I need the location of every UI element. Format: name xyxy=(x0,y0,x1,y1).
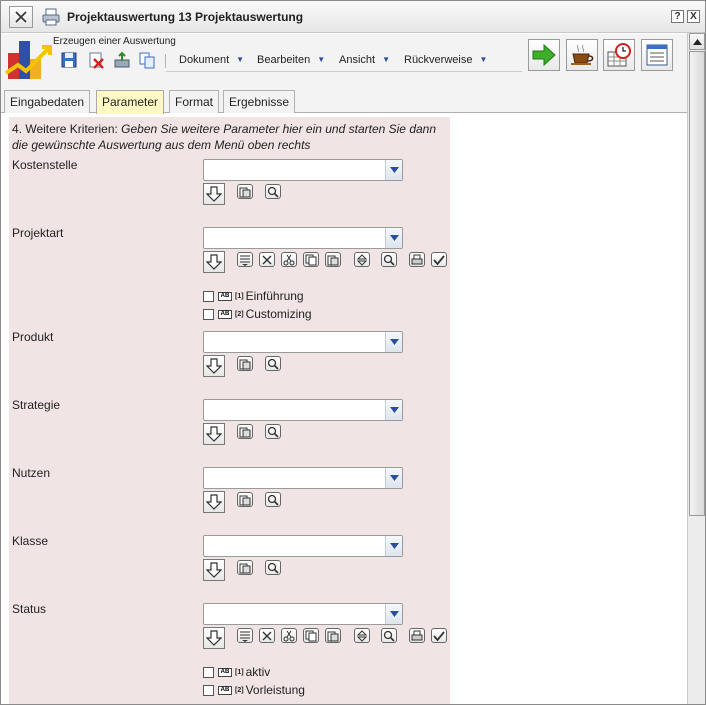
intro-line-2: die gewünschte Auswertung aus dem Menü oben rechts xyxy=(12,138,311,152)
sort-icon[interactable] xyxy=(354,628,370,643)
chevron-down-icon xyxy=(390,611,399,617)
chevron-down-icon xyxy=(390,167,399,173)
check-icon[interactable] xyxy=(431,252,447,267)
window-title: Projektauswertung 13 Projektauswertung xyxy=(67,10,304,24)
search-icon[interactable] xyxy=(265,356,281,371)
field-combobox[interactable] xyxy=(203,227,403,249)
printer-icon xyxy=(41,7,61,27)
option-checkbox[interactable] xyxy=(203,667,214,678)
option-row xyxy=(203,289,304,303)
cut-icon[interactable] xyxy=(281,628,297,643)
close-icon xyxy=(14,10,28,24)
dropdown-button[interactable] xyxy=(385,468,402,488)
cut-icon[interactable] xyxy=(281,252,297,267)
menu-rueckverweise[interactable]: Rückverweise ▼ xyxy=(404,54,488,66)
search-icon[interactable] xyxy=(265,492,281,507)
delete-document-icon[interactable] xyxy=(87,51,105,69)
arrow-down-icon xyxy=(206,562,222,578)
option-checkbox[interactable] xyxy=(203,309,214,320)
option-number: [2] xyxy=(235,686,244,694)
toolbar-label: Erzeugen einer Auswertung xyxy=(53,36,176,47)
check-icon[interactable] xyxy=(431,628,447,643)
tab-parameter[interactable]: Parameter xyxy=(96,90,164,114)
option-number: [2] xyxy=(235,310,244,318)
go-arrow-icon xyxy=(531,43,557,67)
menu-dokument[interactable]: Dokument ▼ xyxy=(179,54,245,66)
search-icon[interactable] xyxy=(265,560,281,575)
option-number: [1] xyxy=(235,668,244,676)
vertical-scrollbar[interactable] xyxy=(687,33,705,705)
paste-icon[interactable] xyxy=(237,356,253,371)
text-type-icon: AB xyxy=(218,292,232,301)
scroll-thumb[interactable] xyxy=(689,51,705,516)
paste-icon[interactable] xyxy=(325,628,341,643)
clear-icon[interactable] xyxy=(259,252,275,267)
chevron-down-icon xyxy=(390,475,399,481)
content-area xyxy=(1,114,687,705)
option-checkbox[interactable] xyxy=(203,291,214,302)
transfer-down-button[interactable] xyxy=(203,251,225,273)
help-button[interactable]: ? xyxy=(671,10,684,23)
paste-icon[interactable] xyxy=(237,424,253,439)
chevron-down-icon xyxy=(390,407,399,413)
copy-icon[interactable] xyxy=(303,252,319,267)
value-list-icon[interactable] xyxy=(237,252,253,267)
dropdown-button[interactable] xyxy=(385,160,402,180)
field-combobox[interactable] xyxy=(203,535,403,557)
clear-icon[interactable] xyxy=(259,628,275,643)
field-combobox[interactable] xyxy=(203,467,403,489)
option-label: Customizing xyxy=(245,307,312,321)
field-label: Status xyxy=(12,602,47,616)
intro-prefix: 4. Weitere Kriterien: xyxy=(12,122,122,136)
schedule-button[interactable] xyxy=(603,39,635,71)
clock-calendar-icon xyxy=(606,42,632,68)
text-type-icon: AB xyxy=(218,686,232,695)
field-label: Kostenstelle xyxy=(12,158,78,172)
field-label: Nutzen xyxy=(12,466,51,480)
paste-icon[interactable] xyxy=(325,252,341,267)
tab-bar xyxy=(1,86,687,113)
dropdown-button[interactable] xyxy=(385,604,402,624)
toolbar-separator xyxy=(165,54,166,68)
scroll-up-button[interactable] xyxy=(689,33,705,50)
chevron-down-icon xyxy=(390,543,399,549)
field-combobox[interactable] xyxy=(203,159,403,181)
sort-icon[interactable] xyxy=(354,252,370,267)
report-list-icon xyxy=(644,43,670,67)
transfer-down-button[interactable] xyxy=(203,355,225,377)
option-checkbox[interactable] xyxy=(203,685,214,696)
field-label: Produkt xyxy=(12,330,54,344)
transfer-down-button[interactable] xyxy=(203,559,225,581)
field-label: Projektart xyxy=(12,226,64,240)
coffee-cup-icon xyxy=(569,43,595,67)
menu-ansicht[interactable]: Ansicht ▼ xyxy=(339,54,390,66)
save-icon[interactable] xyxy=(60,51,78,69)
tab-eingabedaten[interactable]: Eingabedaten xyxy=(4,90,90,113)
print-icon[interactable] xyxy=(409,628,425,643)
transfer-down-button[interactable] xyxy=(203,627,225,649)
background-job-button[interactable] xyxy=(566,39,598,71)
print-icon[interactable] xyxy=(409,252,425,267)
menu-bearbeiten[interactable]: Bearbeiten ▼ xyxy=(257,54,326,66)
parameter-panel xyxy=(9,117,450,705)
field-combobox[interactable] xyxy=(203,399,403,421)
option-number: [1] xyxy=(235,292,244,300)
dropdown-button[interactable] xyxy=(385,400,402,420)
dropdown-button[interactable] xyxy=(385,332,402,352)
toolbar-divider xyxy=(166,71,522,72)
arrow-up-icon xyxy=(693,39,702,45)
arrow-down-icon xyxy=(206,358,222,374)
dropdown-button[interactable] xyxy=(385,536,402,556)
report-list-button[interactable] xyxy=(641,39,673,71)
transfer-down-button[interactable] xyxy=(203,423,225,445)
print-button[interactable] xyxy=(39,6,63,28)
intro-line-1: Geben Sie weitere Parameter hier ein und starten Sie dann xyxy=(121,122,437,136)
value-list-icon[interactable] xyxy=(237,628,253,643)
option-label: Einführung xyxy=(245,289,304,303)
paste-icon[interactable] xyxy=(237,184,253,199)
option-row xyxy=(203,307,312,321)
option-row xyxy=(203,665,270,679)
close-button[interactable]: X xyxy=(687,10,700,23)
chevron-down-icon xyxy=(390,235,399,241)
arrow-down-icon xyxy=(206,426,222,442)
chevron-down-icon xyxy=(390,339,399,345)
search-icon[interactable] xyxy=(381,628,397,643)
option-row xyxy=(203,683,305,697)
arrow-down-icon xyxy=(206,630,222,646)
transfer-down-button[interactable] xyxy=(203,183,225,205)
field-label: Klasse xyxy=(12,534,49,548)
execute-report-button[interactable] xyxy=(528,39,560,71)
search-icon[interactable] xyxy=(265,184,281,199)
field-label: Strategie xyxy=(12,398,61,412)
arrow-down-icon xyxy=(206,494,222,510)
search-icon[interactable] xyxy=(265,424,281,439)
dropdown-button[interactable] xyxy=(385,228,402,248)
copy-icon[interactable] xyxy=(303,628,319,643)
transfer-down-button[interactable] xyxy=(203,491,225,513)
option-label: aktiv xyxy=(245,665,271,679)
paste-icon[interactable] xyxy=(237,560,253,575)
intro-text xyxy=(12,121,450,153)
text-type-icon: AB xyxy=(218,310,232,319)
title-bar xyxy=(1,1,705,33)
close-window-button[interactable] xyxy=(9,6,33,28)
field-combobox[interactable] xyxy=(203,331,403,353)
toolbar xyxy=(1,34,705,86)
copy-icon[interactable] xyxy=(138,51,156,69)
field-combobox[interactable] xyxy=(203,603,403,625)
arrow-down-icon xyxy=(206,186,222,202)
option-label: Vorleistung xyxy=(245,683,305,697)
export-icon[interactable] xyxy=(113,51,131,69)
tab-format[interactable]: Format xyxy=(169,90,219,113)
tab-ergebnisse[interactable]: Ergebnisse xyxy=(223,90,295,113)
arrow-down-icon xyxy=(206,254,222,270)
report-chart-logo-icon xyxy=(4,37,52,83)
search-icon[interactable] xyxy=(381,252,397,267)
paste-icon[interactable] xyxy=(237,492,253,507)
text-type-icon: AB xyxy=(218,668,232,677)
